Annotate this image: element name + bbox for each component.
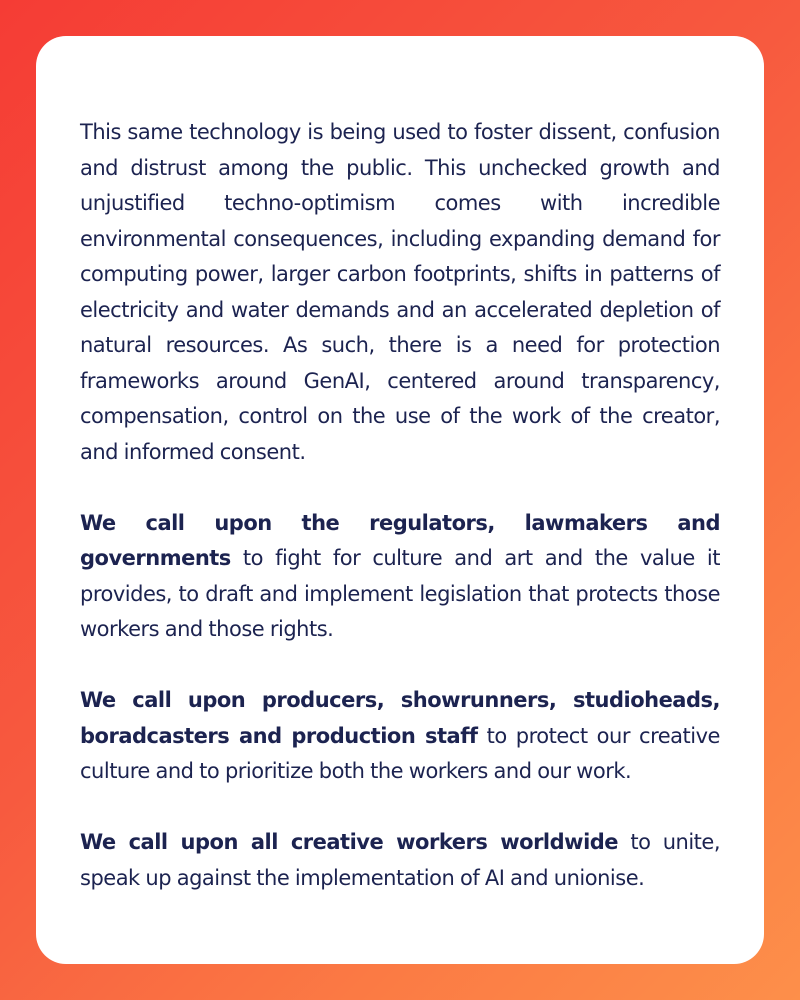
call-producers-text: to protect our creative culture and to prioritize both the workers and our work. (80, 723, 720, 783)
call-producers-paragraph (80, 683, 720, 790)
call-workers-heading: We call upon all creative workers worldwide (80, 830, 619, 854)
call-regulators-text: to fight for culture and art and the value it provides, to draft and implement legislation that protects those workers and those rights. (80, 546, 720, 641)
call-workers-text: to unite, speak up against the implementation of AI and unionise. (80, 830, 721, 890)
call-regulators-heading: We call upon the regulators, lawmakers and governments (80, 510, 720, 570)
call-producers-heading: We call upon producers, showrunners, studioheads, boradcasters and production staff (80, 688, 720, 748)
call-regulators-paragraph (80, 506, 720, 648)
intro-text: This same technology is being used to foster dissent, confusion and distrust among the public. This unchecked growth and unjustified techno-optimism comes with incredible environmental consequences, including expanding demand for computing power, larger carbon footprints, shifts in patterns of electricity and water demands and an accelerated depletion of natural resources. As such, there is a need for protection frameworks around GenAI, centered around transparency, compensation, control on the use of the work of the creator, and informed consent. (80, 120, 720, 464)
intro-paragraph (80, 115, 720, 470)
text-card (36, 36, 764, 964)
call-workers-paragraph (80, 825, 720, 896)
